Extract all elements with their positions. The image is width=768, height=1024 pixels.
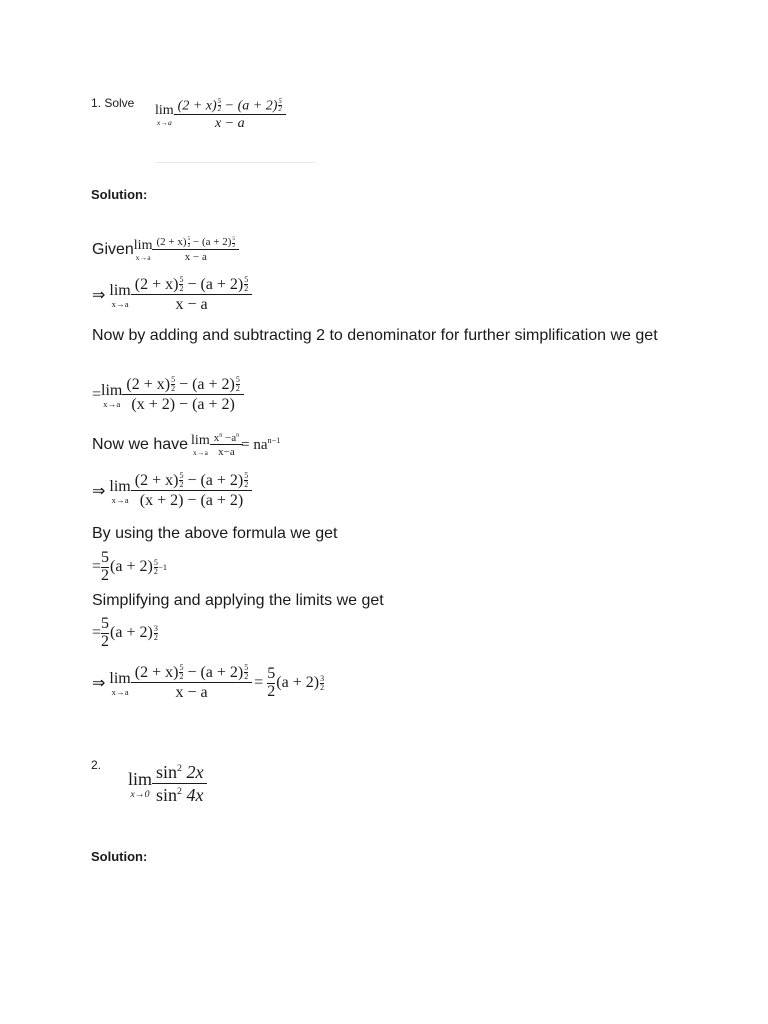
coefficient-fraction: $\frac{5}{2}$ [101,615,110,650]
lim-operator: lim x→a [109,281,131,309]
step-4: = $\frac{5}{2}$ (a + 2) 5 2 −1 [92,549,168,584]
lim-operator: lim x→0 [128,768,153,800]
lim-operator: lim x→a [109,669,131,697]
solution-label-2: Solution: [91,849,148,864]
step-1-fraction: (2 + x) $\frac{5}{2}$ − (a + 2) $\frac{5}{2}$ x − a [133,276,251,314]
question-1-number: 1. Solve [91,96,135,110]
text-using-formula: By using the above formula we get [92,525,338,542]
lim-operator: lim x→a [191,433,210,458]
step-2-fraction: (2 + x) $\frac{5}{2}$ − (a + 2) $\frac{5}{2}$ (x + 2) − (a + 2) [124,376,242,414]
formula-line: Now we have lim x→a $\frac{x^n -a^n}{x-a}$ = $na^{n-1}$ [92,432,281,458]
solution-label-1: Solution: [91,187,148,202]
final-fraction: (2 + x) $\frac{5}{2}$ − (a + 2) $\frac{5}{2}$ x − a [133,664,251,702]
formula-prefix: Now we have [92,436,189,453]
text-simplifying: Simplifying and applying the limits we get [92,592,384,609]
lim-operator: lim x→a [133,237,153,262]
step-3: ⇒ lim x→a (2 + x) $\frac{5}{2}$ − (a + 2) $\frac{5}{2}$ (x + 2) − (a + 2) [92,472,250,510]
lim-operator: lim x→a [155,103,174,128]
question-2-number: 2. [91,758,102,772]
question-2-fraction: $\frac{\sin^2 2x}{\sin^2 4x}$ [154,762,205,806]
lim-operator: lim x→a [101,381,123,409]
step-5: = $\frac{5}{2}$ (a + 2) 3 2 [92,615,158,650]
given-fraction: (2 + x) $\frac{5}{2}$ − (a + 2) $\frac{5}{2}$ x − a [154,236,237,263]
problem-fraction: (2 + x) $\frac{5}{2}$ − (a + 2) $\frac{5}{2}$ x − a [176,98,284,132]
coefficient-fraction: $\frac{5}{2}$ [267,664,276,700]
question-2-problem-image [128,762,205,806]
coefficient-fraction: $\frac{5}{2}$ [101,549,110,584]
question-1-problem-image [155,96,315,163]
step-3-fraction: (2 + x) $\frac{5}{2}$ − (a + 2) $\frac{5}{2}$ (x + 2) − (a + 2) [133,472,251,510]
given-line [92,236,237,263]
step-1: ⇒ lim x→a (2 + x) $\frac{5}{2}$ − (a + 2) $\frac{5}{2}$ x − a [92,276,250,314]
formula-fraction: $\frac{x^n -a^n}{x-a}$ [212,432,241,458]
given-label: Given [92,240,134,258]
final-result: ⇒ lim x→a (2 + x) $\frac{5}{2}$ − (a + 2) $\frac{5}{2}$ x − a = $\frac{5}{2}$ (a + 2) 3 2 [92,663,325,702]
step-2: = lim x→a (2 + x) $\frac{5}{2}$ − (a + 2) $\frac{5}{2}$ (x + 2) − (a + 2) [92,376,242,414]
lim-operator: lim x→a [109,477,131,505]
text-adding-subtracting: Now by adding and subtracting 2 to denominator for further simplification we get [92,327,658,344]
